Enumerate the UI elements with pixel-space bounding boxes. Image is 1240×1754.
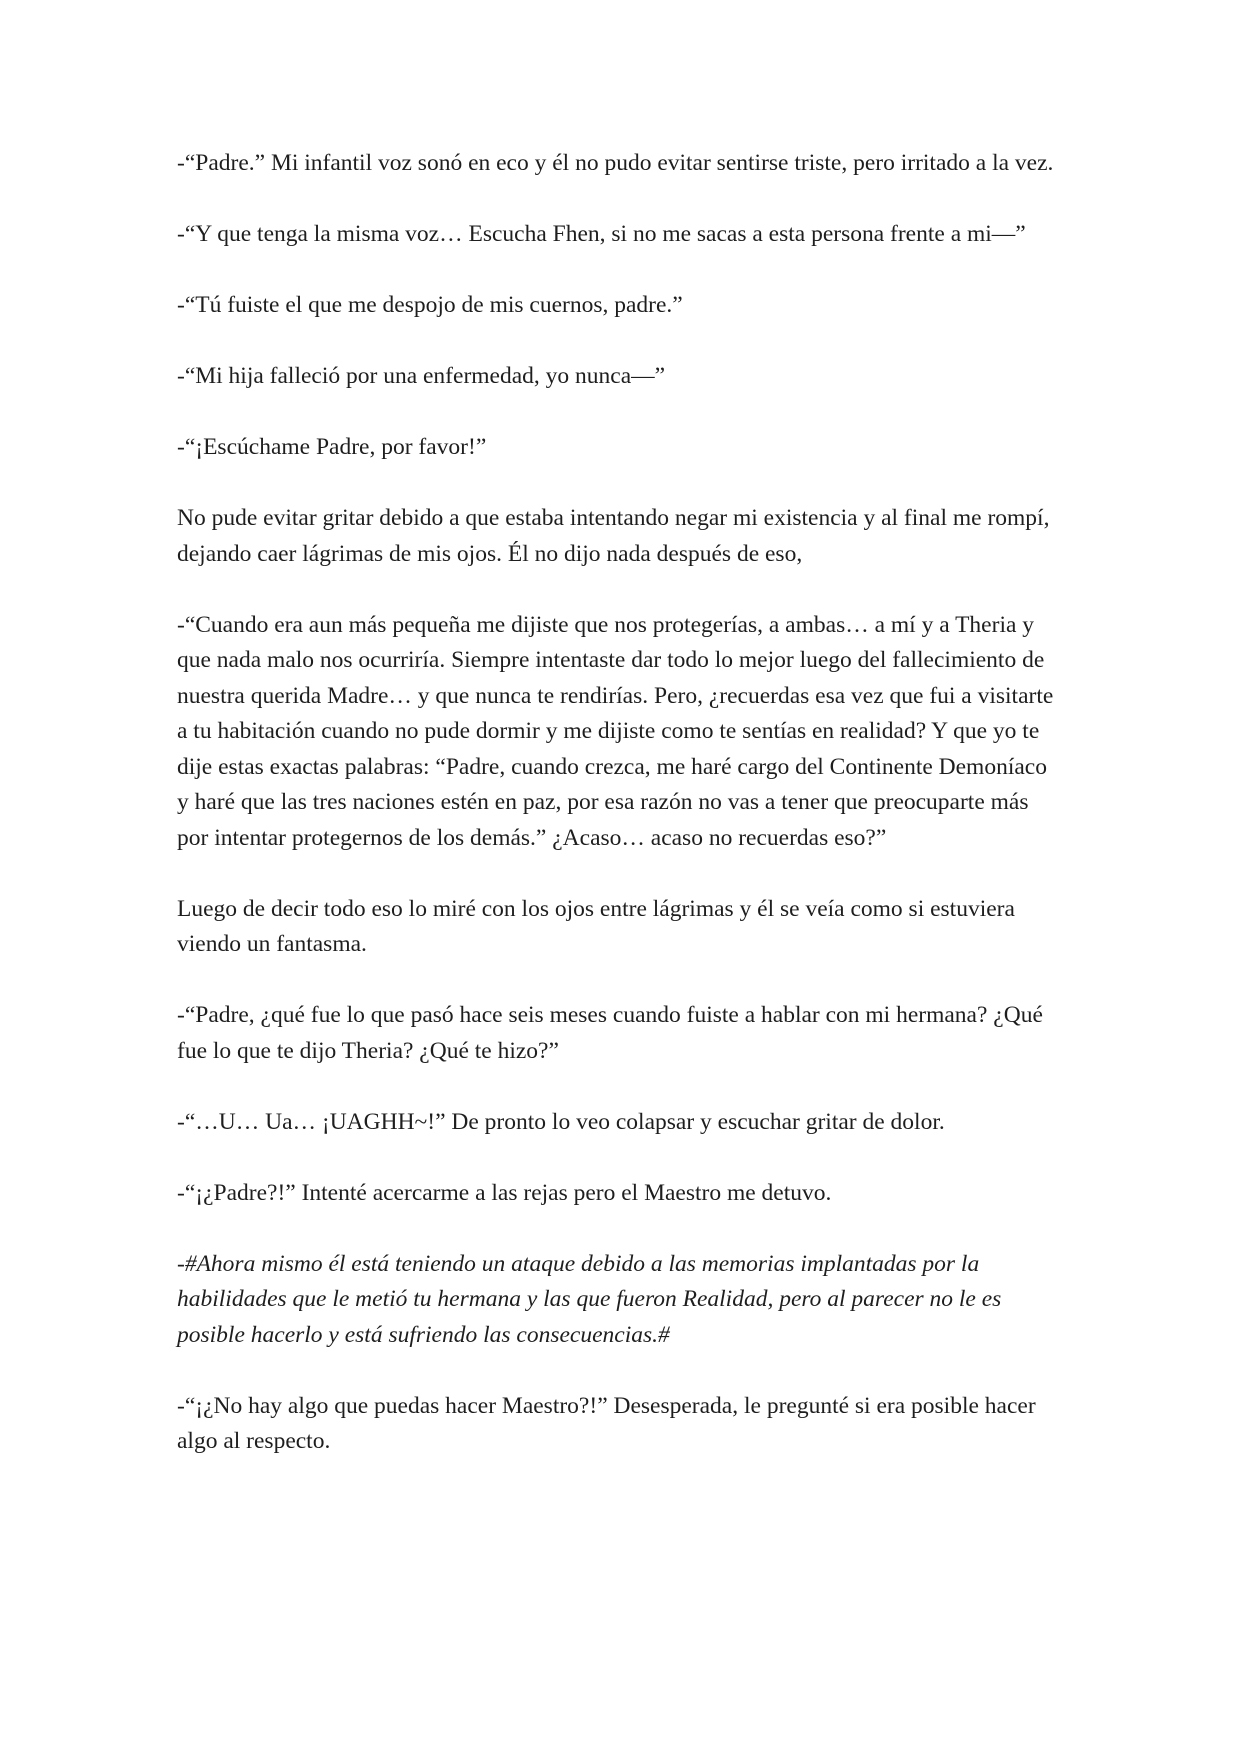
paragraph-5: -“¡Escúchame Padre, por favor!” <box>177 434 487 460</box>
paragraph-3: -“Tú fuiste el que me despojo de mis cuernos, padre.” <box>177 292 683 318</box>
paragraph-11: -“¡¿Padre?!” Intenté acercarme a las rejas pero el Maestro me detuvo. <box>177 1179 832 1206</box>
paragraph-9: -“Padre, ¿qué fue lo que pasó hace seis meses cuando fuiste a hablar con mi hermana? ¿Qué fue lo que te dijo Theria? ¿Qué te hizo?” <box>177 1002 1043 1064</box>
paragraph-6: No pude evitar gritar debido a que estaba intentando negar mi existencia y al final me rompí, dejando caer lágrimas de mis ojos. Él no dijo nada después de eso, <box>177 505 1050 567</box>
paragraph-7: -“Cuando era aun más pequeña me dijiste que nos protegerías, a ambas… a mí y a Theria y que nada malo nos ocurriría. Siempre intentaste dar todo lo mejor luego del fallecimiento de nuestra querida Madre… y que nunca te rendirías. Pero, ¿recuerdas esa vez que fui a visitarte a tu habitación cuando no pude dormir y me dijiste como te sentías en realidad? Y que yo te dije estas exactas palabras: “Padre, cuando crezca, me haré cargo del Continente Demoníaco y haré que las tres naciones estén en paz, por esa razón no vas a tener que preocuparte más por intentar protegernos de los demás.” ¿Acaso… acaso no recuerdas eso?” <box>177 611 1054 851</box>
paragraph-2: -“Y que tenga la misma voz… Escucha Fhen, si no me sacas a esta persona frente a mi—” <box>177 221 1026 247</box>
paragraph-12-telepathic: -#Ahora mismo él está teniendo un ataque debido a las memorias implantadas por la habilidades que le metió tu hermana y las que fueron Realidad, pero al parecer no le es posible hacerlo y está sufriendo las consecuencias.# <box>177 1250 1002 1348</box>
paragraph-8: Luego de decir todo eso lo miré con los ojos entre lágrimas y él se veía como si estuviera viendo un fantasma. <box>177 895 1015 957</box>
paragraph-4: -“Mi hija falleció por una enfermedad, yo nunca—” <box>177 363 666 389</box>
paragraph-1: -“Padre.” Mi infantil voz sonó en eco y él no pudo evitar sentirse triste, pero irritado a la vez. <box>177 150 1054 176</box>
paragraph-10: -“…U… Ua… ¡UAGHH~!” De pronto lo veo colapsar y escuchar gritar de dolor. <box>177 1108 945 1135</box>
document-body <box>177 146 1062 1495</box>
paragraph-13: -“¡¿No hay algo que puedas hacer Maestro?!” Desesperada, le pregunté si era posible hacer algo al respecto. <box>177 1392 1036 1454</box>
